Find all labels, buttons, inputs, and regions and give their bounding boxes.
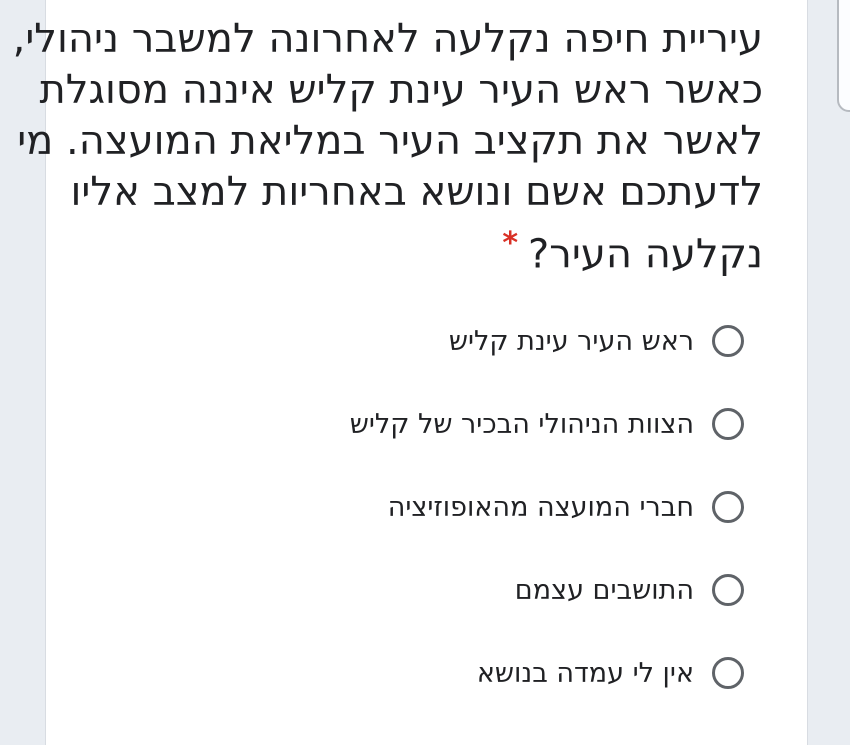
question-last-line (60, 218, 763, 280)
required-asterisk: * (502, 226, 519, 261)
radio-option-label: אין לי עמדה בנושא (476, 657, 694, 689)
radio-option-label: חברי המועצה מהאופוזיציה (387, 491, 694, 523)
question-line-text: נקלעה העיר? (528, 231, 763, 278)
radio-unselected-icon[interactable] (712, 491, 744, 523)
options-list (60, 320, 744, 735)
question-card (12, 0, 808, 745)
radio-option-label: הצוות הניהולי הבכיר של קליש (349, 408, 694, 440)
radio-option[interactable] (60, 569, 744, 611)
radio-option-label: התושבים עצמם (514, 574, 694, 606)
radio-option[interactable] (60, 486, 744, 528)
radio-unselected-icon[interactable] (712, 408, 744, 440)
scrollbar-thumb[interactable] (837, 0, 850, 112)
question-line: כאשר ראש העיר עינת קליש איננה מסוגלת (39, 67, 763, 113)
radio-option[interactable] (60, 320, 744, 362)
question-line: לאשר את תקציב העיר במליאת המועצה. מי (17, 118, 763, 164)
radio-unselected-icon[interactable] (712, 657, 744, 689)
radio-unselected-icon[interactable] (712, 574, 744, 606)
question-line: עיריית חיפה נקלעה לאחרונה למשבר ניהולי, (12, 16, 763, 62)
radio-option-label: ראש העיר עינת קליש (448, 325, 694, 357)
radio-option[interactable] (60, 403, 744, 445)
question-line: לדעתכם אשם ונושא באחריות למצב אליו (70, 169, 763, 215)
question-text (12, 14, 763, 280)
radio-unselected-icon[interactable] (712, 325, 744, 357)
radio-option[interactable] (60, 652, 744, 694)
